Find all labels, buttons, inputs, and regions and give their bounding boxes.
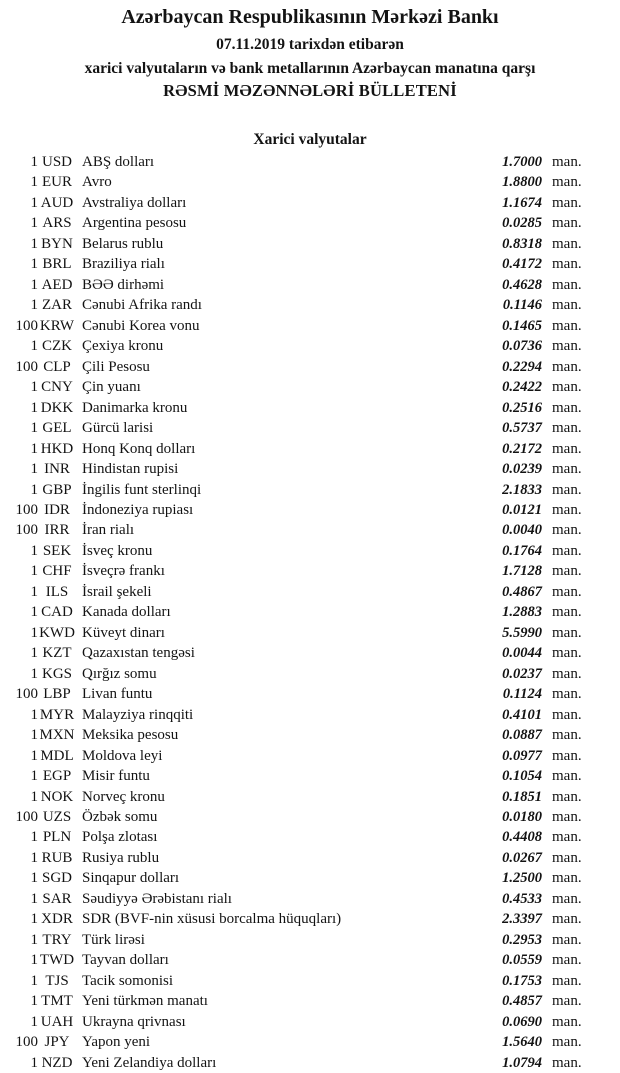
quantity-cell: 1 <box>30 706 38 723</box>
currency-code-cell: KGS <box>41 665 72 682</box>
currency-name-cell: Avro <box>82 174 112 191</box>
table-row <box>0 1012 620 1032</box>
table-row <box>0 439 620 459</box>
rate-value-cell: 0.1124 <box>502 686 542 703</box>
unit-label-cell: man. <box>552 890 582 907</box>
table-row <box>0 787 620 807</box>
unit-label-cell: man. <box>552 194 582 211</box>
currency-code-cell: DKK <box>40 399 74 416</box>
unit-label-cell: man. <box>552 747 582 764</box>
currency-name-cell: Malayziya rinqqiti <box>82 706 194 723</box>
quantity-cell: 1 <box>30 542 38 559</box>
currency-code-cell: NZD <box>41 1054 73 1071</box>
rate-value-cell: 0.1764 <box>502 542 542 559</box>
rate-value-cell: 0.5737 <box>502 420 542 437</box>
exchange-rates-table <box>0 152 620 1073</box>
rate-value-cell: 0.2422 <box>502 379 542 396</box>
currency-code-cell: CLP <box>43 358 71 375</box>
unit-label-cell: man. <box>552 420 582 437</box>
rate-value-cell: 0.0040 <box>502 522 542 539</box>
rate-value-cell: 0.0239 <box>502 461 542 478</box>
table-row <box>0 643 620 663</box>
table-row <box>0 746 620 766</box>
currency-code-cell: UAH <box>40 1013 74 1030</box>
table-row <box>0 459 620 479</box>
currency-code-cell: BRL <box>42 256 72 273</box>
quantity-cell: 1 <box>30 604 38 621</box>
rate-value-cell: 2.3397 <box>502 911 542 928</box>
currency-name-cell: Livan funtu <box>82 686 153 703</box>
currency-name-cell: Ukrayna qrivnası <box>82 1013 186 1030</box>
currency-code-cell: USD <box>41 154 72 170</box>
quantity-cell: 1 <box>30 276 38 293</box>
rate-value-cell: 1.5640 <box>502 1034 542 1051</box>
unit-label-cell: man. <box>552 931 582 948</box>
currency-name-cell: Səudiyyə Ərəbistanı rialı <box>82 890 232 907</box>
quantity-cell: 1 <box>30 194 38 211</box>
rate-value-cell: 0.4628 <box>502 276 542 293</box>
currency-name-cell: SDR (BVF-nin xüsusi borcalma hüquqları) <box>82 911 342 928</box>
table-row <box>0 950 620 970</box>
currency-code-cell: CAD <box>41 604 73 621</box>
rate-value-cell: 0.1753 <box>502 972 542 989</box>
rate-value-cell: 2.1833 <box>502 481 542 498</box>
quantity-cell: 100 <box>15 1034 38 1051</box>
currency-name-cell: Sinqapur dolları <box>82 870 180 887</box>
currency-name-cell: BƏƏ dirhəmi <box>82 276 165 293</box>
unit-label-cell: man. <box>552 972 582 989</box>
rate-value-cell: 0.1465 <box>502 317 542 334</box>
quantity-cell: 1 <box>30 420 38 437</box>
unit-label-cell: man. <box>552 276 582 293</box>
quantity-cell: 1 <box>30 235 38 252</box>
quantity-cell: 1 <box>30 1013 38 1030</box>
table-row <box>0 172 620 192</box>
currency-code-cell: KWD <box>39 624 75 641</box>
quantity-cell: 1 <box>30 154 38 170</box>
rate-value-cell: 1.8800 <box>502 174 542 191</box>
table-row <box>0 807 620 827</box>
currency-code-cell: NOK <box>40 788 74 805</box>
unit-label-cell: man. <box>552 849 582 866</box>
unit-label-cell: man. <box>552 338 582 355</box>
rate-value-cell: 0.0267 <box>502 849 542 866</box>
currency-code-cell: INR <box>44 461 70 478</box>
currency-name-cell: Cənubi Korea vonu <box>82 317 200 334</box>
currency-name-cell: Yapon yeni <box>82 1034 151 1051</box>
rate-value-cell: 0.2953 <box>502 931 542 948</box>
rate-value-cell: 0.1054 <box>502 768 542 785</box>
table-row <box>0 234 620 254</box>
currency-name-cell: Çexiya kronu <box>82 338 164 355</box>
currency-code-cell: ZAR <box>42 297 72 314</box>
currency-name-cell: Norveç kronu <box>82 788 165 805</box>
quantity-cell: 1 <box>30 399 38 416</box>
currency-code-cell: MXN <box>39 727 75 744</box>
quantity-cell: 1 <box>30 297 38 314</box>
currency-name-cell: Qazaxıstan tengəsi <box>82 645 195 662</box>
table-row <box>0 213 620 233</box>
unit-label-cell: man. <box>552 768 582 785</box>
quantity-cell: 100 <box>15 317 38 334</box>
currency-code-cell: LBP <box>43 686 71 703</box>
rate-value-cell: 0.4172 <box>502 256 542 273</box>
currency-name-cell: Polşa zlotası <box>82 829 158 846</box>
quantity-cell: 1 <box>30 972 38 989</box>
quantity-cell: 1 <box>30 911 38 928</box>
quantity-cell: 1 <box>30 829 38 846</box>
unit-label-cell: man. <box>552 829 582 846</box>
quantity-cell: 1 <box>30 849 38 866</box>
rate-value-cell: 0.2172 <box>502 440 542 457</box>
table-row <box>0 766 620 786</box>
currency-code-cell: TWD <box>39 952 75 969</box>
unit-label-cell: man. <box>552 256 582 273</box>
unit-label-cell: man. <box>552 174 582 191</box>
currency-name-cell: Moldova leyi <box>82 747 163 764</box>
rate-value-cell: 0.4533 <box>502 890 542 907</box>
unit-label-cell: man. <box>552 522 582 539</box>
quantity-cell: 1 <box>30 256 38 273</box>
currency-name-cell: Honq Konq dolları <box>82 440 196 457</box>
quantity-cell: 1 <box>30 931 38 948</box>
unit-label-cell: man. <box>552 993 582 1010</box>
unit-label-cell: man. <box>552 727 582 744</box>
rate-value-cell: 0.1146 <box>502 297 542 314</box>
currency-name-cell: Rusiya rublu <box>82 849 160 866</box>
table-row <box>0 152 620 172</box>
table-row <box>0 930 620 950</box>
currency-name-cell: İsrail şekeli <box>82 583 152 600</box>
unit-label-cell: man. <box>552 501 582 518</box>
unit-label-cell: man. <box>552 297 582 314</box>
currency-code-cell: UZS <box>42 809 72 825</box>
section-title-foreign-currencies: Xarici valyutalar <box>253 131 367 148</box>
currency-name-cell: Belarus rublu <box>82 235 164 252</box>
rate-value-cell: 0.0977 <box>502 747 542 764</box>
unit-label-cell: man. <box>552 317 582 334</box>
currency-name-cell: Yeni Zelandiya dolları <box>82 1054 217 1071</box>
currency-name-cell: Danimarka kronu <box>82 399 188 416</box>
currency-code-cell: CNY <box>41 379 73 396</box>
unit-label-cell: man. <box>552 665 582 682</box>
unit-label-cell: man. <box>552 481 582 498</box>
unit-label-cell: man. <box>552 604 582 621</box>
table-row <box>0 500 620 520</box>
quantity-cell: 1 <box>30 174 38 191</box>
rate-value-cell: 0.0121 <box>502 501 542 518</box>
table-row <box>0 336 620 356</box>
quantity-cell: 100 <box>15 501 38 518</box>
currency-code-cell: BYN <box>41 235 73 252</box>
currency-name-cell: Meksika pesosu <box>82 727 179 744</box>
rate-value-cell: 0.0044 <box>502 645 542 662</box>
quantity-cell: 1 <box>30 215 38 232</box>
currency-code-cell: AED <box>41 276 73 293</box>
currency-name-cell: Yeni türkmən manatı <box>82 993 208 1010</box>
rate-value-cell: 0.0180 <box>502 809 542 825</box>
rate-value-cell: 0.2516 <box>502 399 542 416</box>
table-row <box>0 1032 620 1052</box>
table-row <box>0 991 620 1011</box>
rate-value-cell: 1.7128 <box>502 563 542 580</box>
currency-code-cell: XDR <box>41 911 73 928</box>
currency-name-cell: Avstraliya dolları <box>82 194 187 211</box>
effective-date-line: 07.11.2019 tarixdən etibarən <box>216 36 404 53</box>
table-row <box>0 254 620 274</box>
quantity-cell: 1 <box>30 338 38 355</box>
table-row <box>0 684 620 704</box>
unit-label-cell: man. <box>552 1054 582 1071</box>
currency-name-cell: Gürcü larisi <box>82 420 154 437</box>
currency-name-cell: İngilis funt sterlinqi <box>82 481 202 498</box>
currency-code-cell: SEK <box>42 542 72 559</box>
table-row <box>0 582 620 602</box>
table-row <box>0 398 620 418</box>
rate-value-cell: 0.4101 <box>502 706 542 723</box>
unit-label-cell: man. <box>552 706 582 723</box>
rate-value-cell: 0.0237 <box>502 665 542 682</box>
currency-code-cell: IRR <box>44 522 70 539</box>
table-row <box>0 848 620 868</box>
currency-name-cell: İndoneziya rupiası <box>82 501 194 518</box>
currency-code-cell: CHF <box>42 563 72 580</box>
table-row <box>0 418 620 438</box>
currency-code-cell: TRY <box>42 931 72 948</box>
table-row <box>0 909 620 929</box>
quantity-cell: 100 <box>15 809 38 825</box>
unit-label-cell: man. <box>552 440 582 457</box>
currency-code-cell: AUD <box>40 194 74 211</box>
bulletin-subtitle: xarici valyutaların və bank metallarının Azərbaycan manatına qarşı <box>84 60 536 77</box>
unit-label-cell: man. <box>552 358 582 375</box>
rate-value-cell: 0.0887 <box>502 727 542 744</box>
unit-label-cell: man. <box>552 154 582 170</box>
table-row <box>0 541 620 561</box>
currency-name-cell: Küveyt dinarı <box>82 624 165 641</box>
quantity-cell: 1 <box>30 993 38 1010</box>
quantity-cell: 1 <box>30 665 38 682</box>
unit-label-cell: man. <box>552 624 582 641</box>
currency-code-cell: IDR <box>44 501 70 518</box>
quantity-cell: 1 <box>30 563 38 580</box>
rate-value-cell: 0.0736 <box>502 338 542 355</box>
rate-value-cell: 0.8318 <box>502 235 542 252</box>
table-row <box>0 316 620 336</box>
quantity-cell: 1 <box>30 788 38 805</box>
currency-code-cell: HKD <box>40 440 74 457</box>
rate-value-cell: 0.1851 <box>502 788 542 805</box>
unit-label-cell: man. <box>552 645 582 662</box>
quantity-cell: 1 <box>30 870 38 887</box>
unit-label-cell: man. <box>552 215 582 232</box>
table-row <box>0 357 620 377</box>
bulletin-title: RƏSMİ MƏZƏNNƏLƏRİ BÜLLETENİ <box>163 81 457 100</box>
currency-code-cell: EUR <box>42 174 72 191</box>
quantity-cell: 1 <box>30 952 38 969</box>
rate-value-cell: 0.0690 <box>502 1013 542 1030</box>
currency-name-cell: Braziliya rialı <box>82 256 165 273</box>
unit-label-cell: man. <box>552 788 582 805</box>
currency-code-cell: TJS <box>45 972 69 989</box>
table-row <box>0 889 620 909</box>
table-row <box>0 705 620 725</box>
rate-value-cell: 1.1674 <box>502 194 542 211</box>
rate-value-cell: 0.4408 <box>502 829 542 846</box>
currency-name-cell: Tacik somonisi <box>82 972 174 989</box>
rate-value-cell: 0.0559 <box>502 952 542 969</box>
table-row <box>0 664 620 684</box>
currency-name-cell: Türk lirəsi <box>82 931 145 948</box>
rate-value-cell: 5.5990 <box>502 624 542 641</box>
quantity-cell: 1 <box>30 461 38 478</box>
currency-name-cell: Özbək somu <box>82 809 158 825</box>
quantity-cell: 1 <box>30 768 38 785</box>
currency-name-cell: İran rialı <box>82 522 135 539</box>
rate-value-cell: 1.7000 <box>502 154 542 170</box>
quantity-cell: 1 <box>30 379 38 396</box>
table-row <box>0 971 620 991</box>
rate-value-cell: 0.4867 <box>502 583 542 600</box>
currency-name-cell: Cənubi Afrika randı <box>82 297 202 314</box>
rate-value-cell: 1.0794 <box>502 1054 542 1071</box>
currency-code-cell: ARS <box>42 215 72 232</box>
currency-code-cell: JPY <box>44 1034 70 1051</box>
unit-label-cell: man. <box>552 911 582 928</box>
table-row <box>0 868 620 888</box>
rate-value-cell: 0.2294 <box>502 358 542 375</box>
quantity-cell: 100 <box>15 686 38 703</box>
table-row <box>0 275 620 295</box>
bank-name-title: Azərbaycan Respublikasının Mərkəzi Bankı <box>121 6 499 28</box>
unit-label-cell: man. <box>552 686 582 703</box>
currency-code-cell: KZT <box>42 645 72 662</box>
unit-label-cell: man. <box>552 542 582 559</box>
currency-code-cell: TMT <box>41 993 73 1010</box>
currency-name-cell: ABŞ dolları <box>82 154 155 170</box>
currency-code-cell: GBP <box>42 481 72 498</box>
table-row <box>0 602 620 622</box>
currency-code-cell: PLN <box>42 829 72 846</box>
unit-label-cell: man. <box>552 583 582 600</box>
unit-label-cell: man. <box>552 235 582 252</box>
quantity-cell: 1 <box>30 481 38 498</box>
table-row <box>0 295 620 315</box>
rate-value-cell: 0.0285 <box>502 215 542 232</box>
table-row <box>0 377 620 397</box>
currency-name-cell: Kanada dolları <box>82 604 171 621</box>
currency-name-cell: Qırğız somu <box>82 665 157 682</box>
currency-code-cell: SGD <box>41 870 72 887</box>
unit-label-cell: man. <box>552 1013 582 1030</box>
currency-code-cell: MYR <box>39 706 75 723</box>
currency-code-cell: KRW <box>39 317 75 334</box>
quantity-cell: 1 <box>30 583 38 600</box>
table-row <box>0 1053 620 1073</box>
unit-label-cell: man. <box>552 870 582 887</box>
table-row <box>0 827 620 847</box>
rate-value-cell: 1.2883 <box>502 604 542 621</box>
unit-label-cell: man. <box>552 1034 582 1051</box>
currency-name-cell: Hindistan rupisi <box>82 461 179 478</box>
rate-value-cell: 0.4857 <box>502 993 542 1010</box>
unit-label-cell: man. <box>552 379 582 396</box>
document-header <box>0 0 620 102</box>
currency-name-cell: Tayvan dolları <box>82 952 169 969</box>
currency-code-cell: ILS <box>45 583 69 600</box>
currency-name-cell: İsveç kronu <box>82 542 153 559</box>
currency-name-cell: Misir funtu <box>82 768 150 785</box>
currency-code-cell: MDL <box>40 747 74 764</box>
table-row <box>0 520 620 540</box>
currency-code-cell: GEL <box>42 420 72 437</box>
quantity-cell: 1 <box>30 727 38 744</box>
quantity-cell: 1 <box>30 645 38 662</box>
table-row <box>0 561 620 581</box>
quantity-cell: 1 <box>30 440 38 457</box>
currency-name-cell: Çin yuanı <box>82 379 141 396</box>
unit-label-cell: man. <box>552 563 582 580</box>
table-row <box>0 193 620 213</box>
rate-value-cell: 1.2500 <box>502 870 542 887</box>
quantity-cell: 1 <box>30 890 38 907</box>
currency-code-cell: EGP <box>42 768 72 785</box>
unit-label-cell: man. <box>552 952 582 969</box>
table-row <box>0 725 620 745</box>
currency-code-cell: RUB <box>41 849 73 866</box>
quantity-cell: 1 <box>30 747 38 764</box>
table-row <box>0 480 620 500</box>
currency-code-cell: CZK <box>42 338 72 355</box>
quantity-cell: 100 <box>15 358 38 375</box>
table-row <box>0 623 620 643</box>
unit-label-cell: man. <box>552 809 582 825</box>
currency-name-cell: İsveçrə frankı <box>82 563 165 580</box>
currency-name-cell: Çili Pesosu <box>82 358 150 375</box>
currency-code-cell: SAR <box>42 890 72 907</box>
quantity-cell: 1 <box>30 1054 38 1071</box>
quantity-cell: 100 <box>15 522 38 539</box>
unit-label-cell: man. <box>552 461 582 478</box>
currency-name-cell: Argentina pesosu <box>82 215 187 232</box>
unit-label-cell: man. <box>552 399 582 416</box>
quantity-cell: 1 <box>30 624 38 641</box>
